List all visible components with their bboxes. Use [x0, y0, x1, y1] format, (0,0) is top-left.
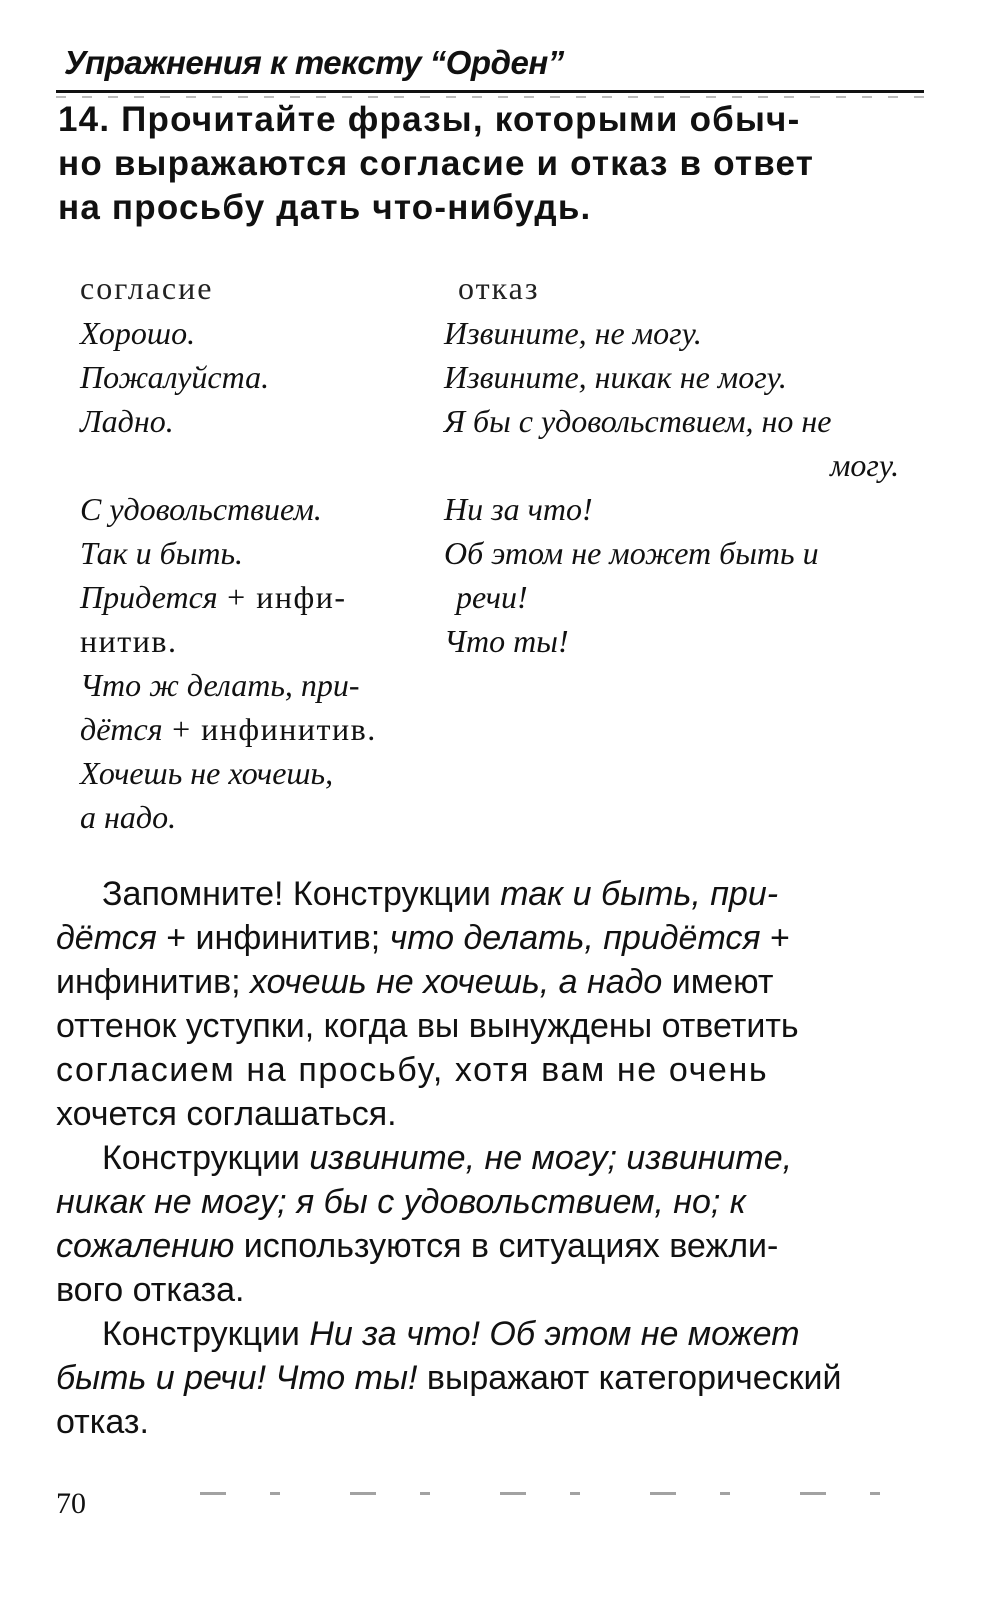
- text-run-italic: хочешь не хочешь, а надо: [250, 963, 663, 1001]
- consent-phrase-plain: + инфи-: [217, 579, 347, 615]
- consent-phrase: Что ж делать, при-: [80, 667, 360, 703]
- refusal-phrase: Ни за что!: [444, 491, 593, 527]
- note-paragraph-polite-refusal: [56, 1136, 924, 1312]
- refusal-phrase: Я бы с удовольствием, но не: [444, 403, 832, 439]
- refusal-phrase: Что ты!: [444, 623, 569, 659]
- text-run: Запомните! Конструкции: [102, 875, 501, 913]
- text-run: Конструкции: [102, 1139, 310, 1177]
- text-run-italic: быть и речи! Что ты!: [56, 1359, 418, 1397]
- page-number: 70: [56, 1487, 86, 1520]
- consent-phrase: нитив.: [80, 623, 178, 659]
- text-run: Конструкции: [102, 1315, 310, 1353]
- consent-phrase: Хочешь не хочешь,: [80, 755, 334, 791]
- refusal-phrase: Извините, не могу.: [444, 315, 702, 351]
- refusal-phrase: речи!: [456, 579, 528, 615]
- text-run: +: [760, 919, 790, 957]
- text-run: инфинитив;: [56, 963, 251, 1001]
- exercise-heading-line: на просьбу дать что-нибудь.: [58, 188, 592, 227]
- paragraph-line: никак не могу; я бы с удовольствием, но; к: [56, 1183, 746, 1221]
- text-run-italic: что делать, придётся: [389, 919, 761, 957]
- header-rule: [56, 90, 924, 93]
- consent-header: согласие: [80, 270, 214, 306]
- consent-phrase: [80, 579, 346, 616]
- running-head: Упражнения к тексту “Орден”: [64, 44, 564, 81]
- note-paragraph-categorical-refusal: [56, 1312, 924, 1444]
- text-run: имеют: [662, 963, 774, 1001]
- consent-phrase-italic: дётся: [80, 711, 163, 747]
- consent-phrase-plain: + инфинитив.: [162, 711, 377, 747]
- note-paragraph-concession: [56, 872, 924, 1136]
- text-run-italic: дётся: [56, 919, 157, 957]
- text-run-italic: Ни за что! Об этом не может: [309, 1315, 800, 1353]
- consent-phrase: а надо.: [80, 799, 177, 835]
- consent-phrase: Пожалуйста.: [80, 359, 270, 395]
- text-run: + инфинитив;: [156, 919, 390, 957]
- text-run: используются в ситуациях вежли-: [234, 1227, 779, 1265]
- refusal-phrase: Извините, никак не могу.: [444, 359, 787, 395]
- footer-scan-marks: [200, 1492, 900, 1495]
- refusal-header: отказ: [458, 270, 540, 306]
- text-run-italic: извините, не могу; извините,: [309, 1139, 793, 1177]
- paragraph-line: [56, 1224, 924, 1268]
- paragraph-line: [56, 916, 924, 960]
- paragraph-line: [56, 1136, 924, 1180]
- paragraph-line: [56, 960, 924, 1004]
- consent-phrase: [80, 711, 377, 748]
- paragraph-line: вого отказа.: [56, 1271, 245, 1309]
- paragraph-line: хочется соглашаться.: [56, 1095, 397, 1133]
- text-run-italic: сожалению: [56, 1227, 235, 1265]
- paragraph-line: [56, 1356, 924, 1400]
- paragraph-line: оттенок уступки, когда вы вынуждены ответить: [56, 1007, 799, 1045]
- refusal-phrase: Об этом не может быть и: [444, 535, 819, 571]
- paragraph-line: [56, 872, 924, 916]
- consent-phrase: Ладно.: [80, 403, 174, 439]
- text-run-italic: так и быть, при-: [500, 875, 779, 913]
- paragraph-line: отказ.: [56, 1403, 149, 1441]
- consent-phrase: Хорошо.: [80, 315, 196, 351]
- consent-phrase: С удовольствием.: [80, 491, 322, 527]
- consent-phrase-italic: Придется: [80, 579, 218, 615]
- exercise-heading-line: 14. Прочитайте фразы, которыми обыч-: [58, 100, 801, 139]
- paragraph-line: [56, 1312, 924, 1356]
- exercise-heading: [58, 98, 928, 230]
- consent-phrase: Так и быть.: [80, 535, 244, 571]
- paragraph-line: согласием на просьбу, хотя вам не очень: [56, 1051, 769, 1089]
- exercise-heading-line: но выражаются согласие и отказ в ответ: [58, 144, 815, 183]
- refusal-phrase: могу.: [830, 447, 900, 483]
- text-run: выражают категорический: [417, 1359, 842, 1397]
